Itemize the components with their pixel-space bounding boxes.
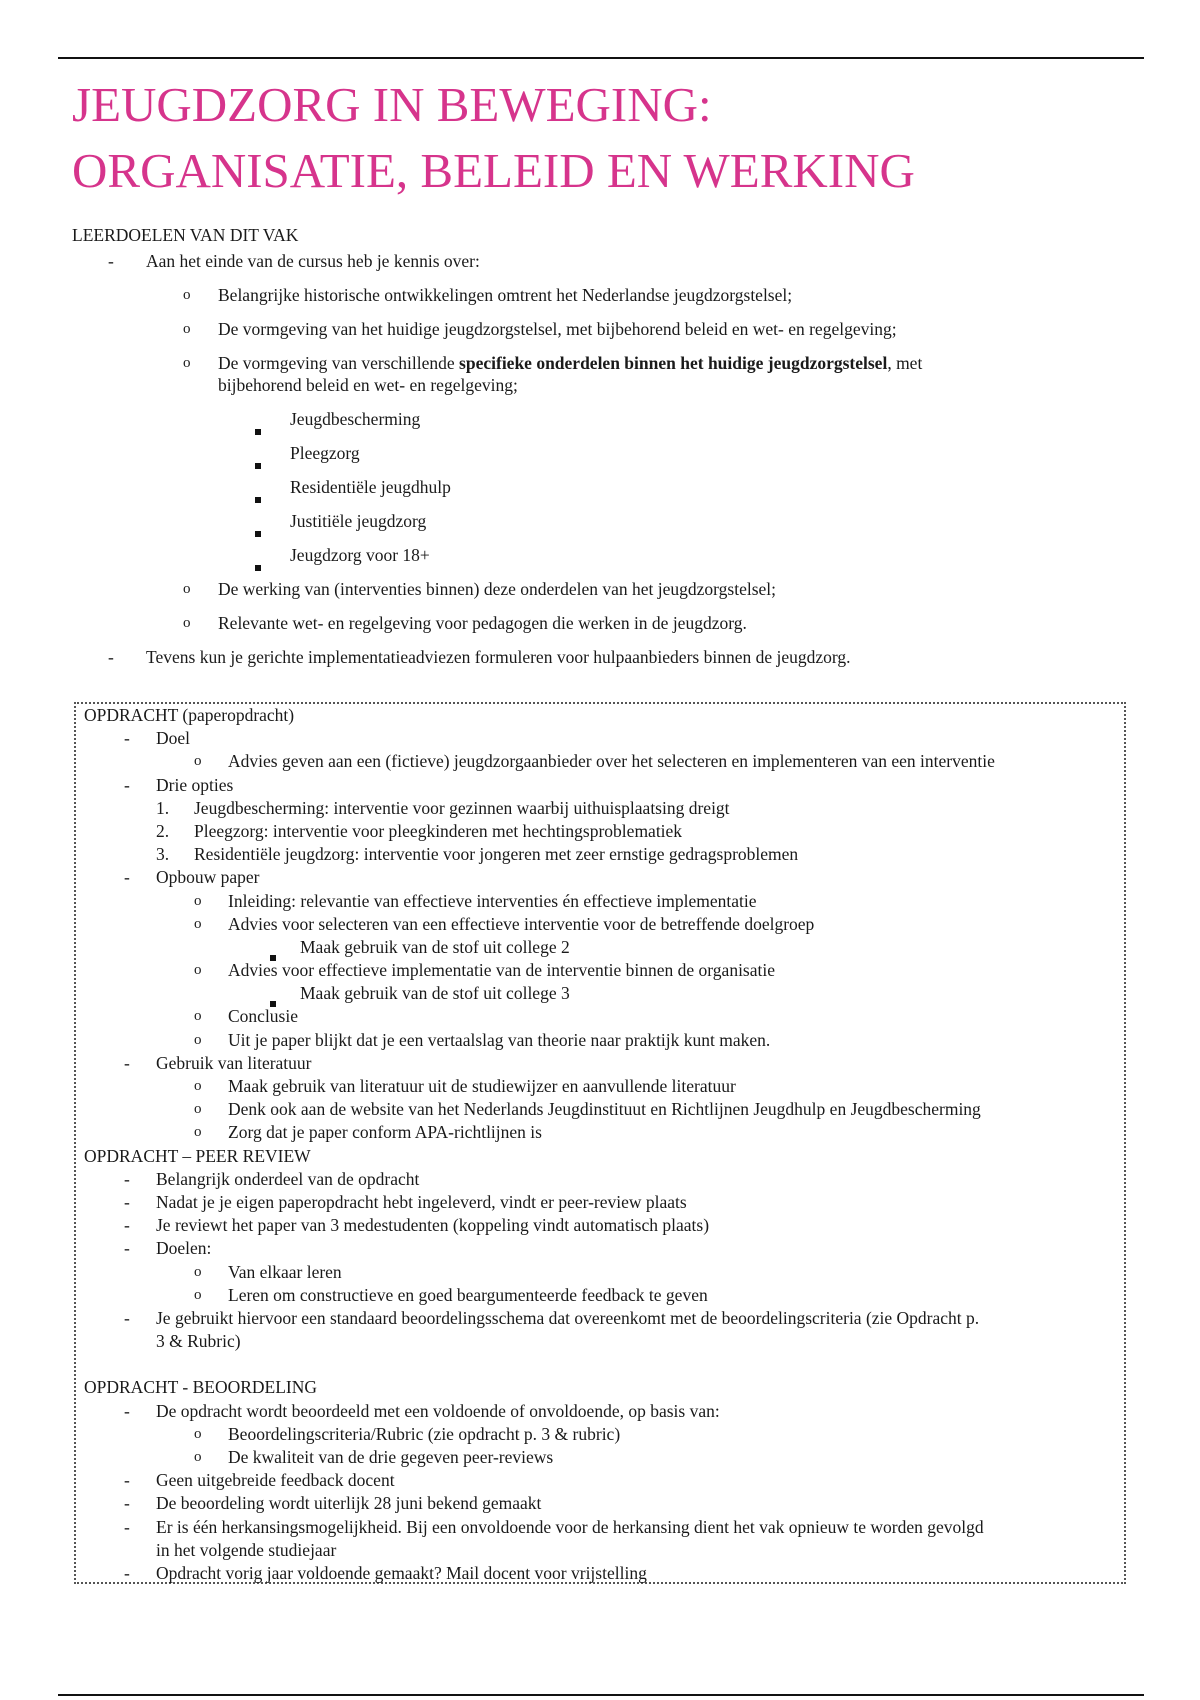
objective-subitem: Pleegzorg xyxy=(72,440,1132,474)
objective-subitem: Jeugdbescherming xyxy=(72,406,1132,440)
objective-subitem: Jeugdzorg voor 18+ xyxy=(72,542,1132,576)
circle-marker: o xyxy=(183,615,191,631)
objectives-intro: - Aan het einde van de cursus heb je kennis over: xyxy=(72,248,1132,282)
objectives-heading: LEERDOELEN VAN DIT VAK xyxy=(72,225,299,245)
square-bullet-icon xyxy=(255,463,261,469)
objective-item: o De werking van (interventies binnen) deze onderdelen van het jeugdzorgstelsel; xyxy=(72,576,1132,610)
square-bullet-icon xyxy=(255,565,261,571)
objective-item-specific: o De vormgeving van verschillende specifieke onderdelen binnen het huidige jeugdzorgstelsel, met bijbehorend beleid en wet- en regelgeving; xyxy=(183,353,923,395)
square-bullet-icon xyxy=(255,531,261,537)
learning-objectives xyxy=(72,222,1132,678)
objective-item: o De vormgeving van het huidige jeugdzorgstelsel, met bijbehorend beleid en wet- en regelgeving; xyxy=(72,316,1132,350)
square-bullet-icon xyxy=(255,429,261,435)
dash-marker: - xyxy=(108,647,114,667)
circle-marker: o xyxy=(183,321,191,337)
circle-marker: o xyxy=(183,581,191,597)
circle-marker: o xyxy=(183,287,191,303)
square-bullet-icon xyxy=(255,497,261,503)
assignment-box: OPDRACHT (paperopdracht) - Doel o Advies geven aan een (fictieve) jeugdzorgaanbieder over het selecteren en implementeren van een interventie - Drie opties 1. Jeugdbescherming: interventie voor gezinnen waarbij uithuisplaatsing dreigt 2. Pleegzorg: interventie voor pleegkinderen met hechtingsproblematiek 3. Residentiële jeugdzorg: interventie voor jongeren met zeer ernstige gedragsproblemen - Opbouw paper o Inleiding: relevantie van effectieve interventies én effectieve implementatie o Advies voor selecteren van een effectieve interventie voor de betreffende doelgroep Maak gebruik van de stof uit college 2 o Advies voor effectieve implementatie van de interventie binnen de organisatie Maak gebruik van de stof uit college 3 o Conclusie o Uit je paper blijkt dat je een vertaalslag van theorie naar praktijk kunt maken. - Gebruik van literatuur o Maak gebruik van literatuur uit de studiewijzer en aanvullende literatuur o Denk ook aan de website van het Nederlands Jeugdinstituut en Richtlijnen Jeugdhulp en Jeugdbescherming o Zorg dat je paper conform APA-richtlijnen is OPDRACHT – PEER REVIEW - Belangrijk onderdeel van de opdracht - Nadat je je eigen paperopdracht hebt ingeleverd, vindt er peer-review plaats - Je reviewt het paper van 3 medestudenten (koppeling vindt automatisch plaats) - Doelen: o Van elkaar leren o Leren om constructieve en goed beargumenteerde feedback te geven - Je gebruikt hiervoor een standaard beoordelingsschema dat overeenkomt met de beoordelingscriteria (zie Opdracht p. 3 & Rubric) OPDRACHT - BEOORDELING - De opdracht wordt beoordeeld met een voldoende of onvoldoende, op basis van: o Beoordelingscriteria/Rubric (zie opdracht p. 3 & rubric) o De kwaliteit van de drie gegeven peer-reviews - Geen uitgebreide feedback docent - De beoordeling wordt uiterlijk 28 juni bekend gemaakt - Er is één herkansingsmogelijkheid. Bij een onvoldoende voor de herkansing dient het vak opnieuw te worden gevolgd in het volgende studiejaar - Opdracht vorig jaar voldoende gemaakt? Mail docent voor vrijstelling xyxy=(74,702,1126,1584)
objective-item: o Belangrijke historische ontwikkelingen omtrent het Nederlandse jeugdzorgstelsel; xyxy=(72,282,1132,316)
dash-marker: - xyxy=(108,251,114,271)
objective-subitem: Residentiële jeugdhulp xyxy=(72,474,1132,508)
objective-item: o Relevante wet- en regelgeving voor pedagogen die werken in de jeugdzorg. xyxy=(72,610,1132,644)
bottom-rule xyxy=(58,1694,1144,1696)
objective-subitem: Justitiële jeugdzorg xyxy=(72,508,1132,542)
title-line-1: JEUGDZORG IN BEWEGING: xyxy=(72,77,712,132)
document-title xyxy=(72,72,915,204)
circle-marker: o xyxy=(183,355,191,371)
title-line-2: ORGANISATIE, BELEID EN WERKING xyxy=(72,143,915,198)
top-rule xyxy=(58,57,1144,59)
objectives-closing: - Tevens kun je gerichte implementatieadviezen formuleren voor hulpaanbieders binnen de jeugdzorg. xyxy=(72,644,1132,678)
